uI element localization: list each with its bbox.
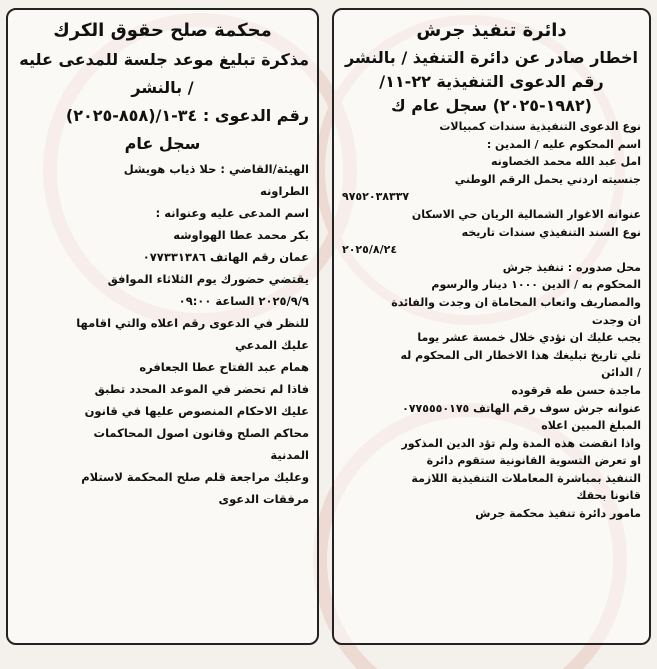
body-line: / الدائن — [601, 366, 641, 380]
body-line: المبلغ المبين اعلاه — [541, 419, 641, 433]
register-label: سجل عام — [124, 134, 201, 153]
body-line: ان وجدت — [591, 313, 641, 327]
body-line: عنوانه الاغوار الشمالية الريان حي الاسكان — [411, 207, 641, 221]
body-line: بكر محمد عطا الهواوشه — [173, 228, 309, 242]
body-line: يقتضي حضورك يوم الثلاثاء الموافق — [107, 272, 309, 286]
body-line: مرفقات الدعوى — [218, 492, 309, 506]
body-line: جنسيته اردني يحمل الرقم الوطني — [454, 172, 641, 186]
execution-notice-title: دائرة تنفيذ جرش — [416, 20, 567, 41]
body-line: ٩٧٥٢٠٣٨٣٣٧ — [342, 190, 410, 204]
court-notice-subtitle: مذكرة تبليغ موعد جلسة للمدعى عليه — [19, 50, 309, 69]
body-line: مامور دائرة تنفيذ محكمة جرش — [475, 507, 641, 521]
court-notice-title: محكمة صلح حقوق الكرك — [53, 20, 272, 41]
execution-notice-panel — [332, 8, 651, 645]
body-line: امل عبد الله محمد الخصاونه — [490, 155, 641, 169]
body-line: واذا انقضت هذه المدة ولم تؤد الدين المذكور — [401, 436, 641, 450]
execution-notice-body — [342, 118, 641, 523]
body-line: نوع السند التنفيذي سندات تاريخه — [461, 225, 641, 239]
body-line: قانونا بحقك — [576, 489, 641, 503]
body-line: عليك المدعي — [234, 338, 309, 352]
body-line: اسم المحكوم عليه / المدين : — [486, 137, 641, 151]
body-line: محاكم الصلح وقانون اصول المحاكمات — [93, 426, 309, 440]
body-line: والمصاريف واتعاب المحاماة ان وجدت والفائدة — [391, 295, 641, 309]
execution-notice-header-line: (١٩٨٢-٢٠٢٥) سجل عام ك — [391, 96, 592, 115]
body-line: عنوانه جرش سوف رقم الهاتف ٠٧٧٥٥٥٠١٧٥ — [402, 401, 641, 415]
body-line: المدنية — [270, 448, 309, 462]
body-line: محل صدوره : تنفيذ جرش — [502, 260, 641, 274]
body-line: عمان رقم الهاتف ٠٧٧٣٣١٣٨٦ — [142, 250, 309, 264]
body-line: فاذا لم تحضر في الموعد المحدد تطبق — [94, 382, 309, 396]
execution-notice-header-line: رقم الدعوى التنفيذية ٢٢-١١/ — [379, 72, 604, 91]
court-notice-panel — [6, 8, 319, 645]
execution-notice-header-line: اخطار صادر عن دائرة التنفيذ / بالنشر — [344, 48, 639, 67]
body-line: تلي تاريخ تبليغك هذا الاخطار الى المحكوم له — [400, 348, 641, 362]
body-line: وعليك مراجعة قلم صلح المحكمة لاستلام — [81, 470, 309, 484]
body-line: الطراونه — [260, 184, 309, 198]
body-line: همام عبد الفتاح عطا الجعافره — [139, 360, 309, 374]
body-line: يجب عليك ان تؤدي خلال خمسة عشر يوما — [417, 331, 641, 345]
body-line: او تعرض التسوية القانونية ستقوم دائرة — [426, 454, 641, 468]
body-line: ماجدة حسن طه قرقوده — [511, 383, 641, 397]
body-line: ٢٠٢٥/٩/٩ الساعة ٠٩:٠٠ — [178, 294, 309, 308]
body-line: ٢٠٢٥/٨/٢٤ — [342, 243, 398, 257]
case-number: رقم الدعوى : ٣٤-١/(٨٥٨-٢٠٢٥) — [65, 106, 309, 125]
body-line: الهيئة/القاضي : حلا ذياب هويشل — [123, 162, 309, 176]
body-line: التنفيذ بمباشرة المعاملات التنفيذية اللازمة — [411, 471, 641, 485]
body-line: المحكوم به / الدين ١٠٠٠ دينار والرسوم — [431, 278, 641, 292]
court-notice-subtitle: / بالنشر — [131, 78, 194, 97]
body-line: عليك الاحكام المنصوص عليها في قانون — [84, 404, 309, 418]
body-line: نوع الدعوى التنفيذية سندات كمبيالات — [439, 120, 641, 133]
body-line: اسم المدعى عليه وعنوانه : — [155, 206, 309, 220]
court-notice-body — [16, 158, 309, 510]
body-line: للنظر في الدعوى رقم اعلاه والتي اقامها — [76, 316, 309, 330]
